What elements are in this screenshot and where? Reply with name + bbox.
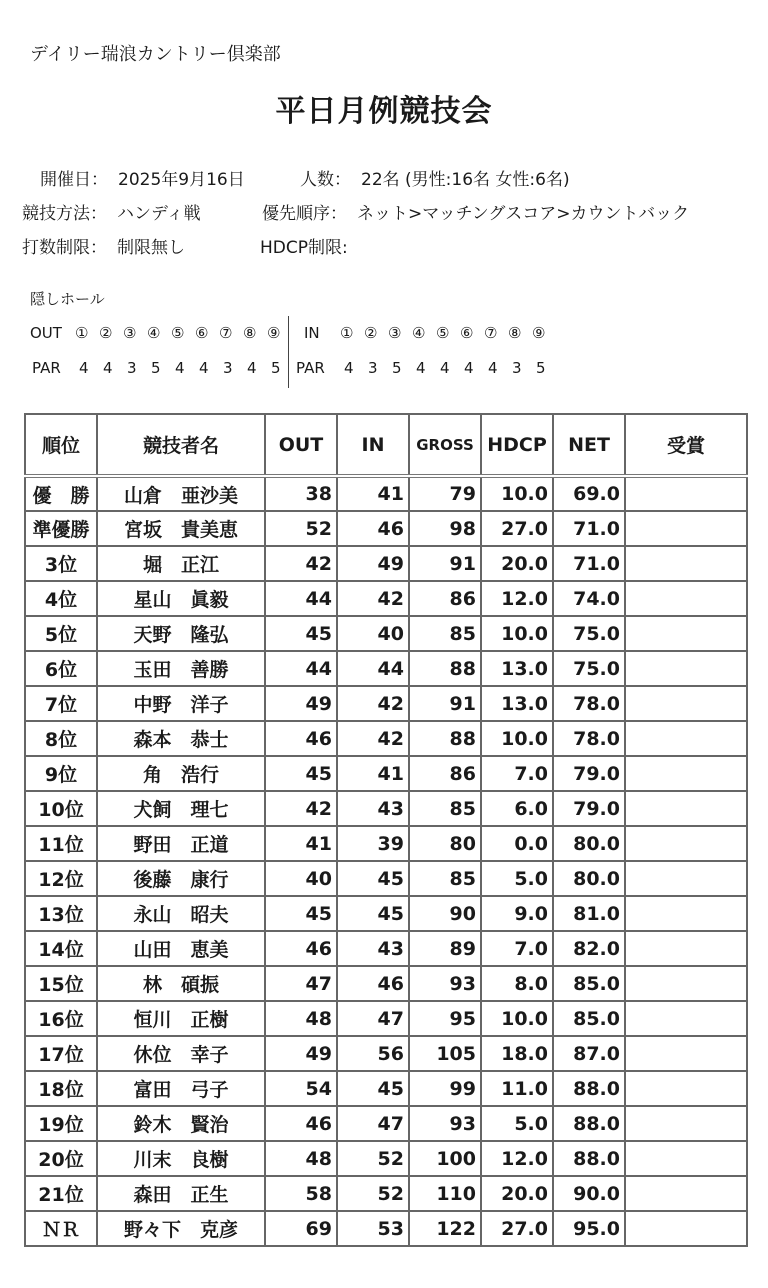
hdcp-cell: 12.0 xyxy=(481,1141,553,1176)
hdcp-cell: 7.0 xyxy=(481,931,553,966)
header-hdcp: HDCP xyxy=(481,414,553,476)
rank-cell: 20位 xyxy=(25,1141,97,1176)
in-hole-1: ① xyxy=(340,324,354,342)
net-cell: 78.0 xyxy=(553,721,625,756)
award-cell xyxy=(625,1001,747,1036)
rank-cell: 準優勝 xyxy=(25,511,97,546)
header-in: IN xyxy=(337,414,409,476)
rank-cell: 9位 xyxy=(25,756,97,791)
gross-cell: 90 xyxy=(409,896,481,931)
table-row xyxy=(25,581,747,616)
rank-cell: ＮＲ xyxy=(25,1211,97,1246)
in-cell: 43 xyxy=(337,791,409,826)
hdcp-cell: 10.0 xyxy=(481,721,553,756)
out-label: OUT xyxy=(30,324,62,342)
in-hole-8: ⑧ xyxy=(508,324,522,342)
in-cell: 40 xyxy=(337,616,409,651)
table-header-row xyxy=(25,414,747,476)
name-cell: 野田 正道 xyxy=(97,826,265,861)
gross-cell: 85 xyxy=(409,861,481,896)
in-hole-7: ⑦ xyxy=(484,324,498,342)
rank-cell: 4位 xyxy=(25,581,97,616)
in-cell: 42 xyxy=(337,581,409,616)
table-row xyxy=(25,1106,747,1141)
gross-cell: 85 xyxy=(409,791,481,826)
hdcp-cell: 10.0 xyxy=(481,1001,553,1036)
out-cell: 42 xyxy=(265,546,337,581)
table-row xyxy=(25,1036,747,1071)
par-label-in: PAR xyxy=(296,359,325,377)
hdcp-cell: 6.0 xyxy=(481,791,553,826)
table-row xyxy=(25,511,747,546)
out-hole-4: ④ xyxy=(147,324,161,342)
rank-cell: 8位 xyxy=(25,721,97,756)
gross-cell: 91 xyxy=(409,686,481,721)
rank-cell: 12位 xyxy=(25,861,97,896)
award-cell xyxy=(625,1176,747,1211)
table-row xyxy=(25,966,747,1001)
gross-cell: 89 xyxy=(409,931,481,966)
net-cell: 79.0 xyxy=(553,791,625,826)
name-cell: 犬飼 理七 xyxy=(97,791,265,826)
award-cell xyxy=(625,476,747,511)
gross-cell: 85 xyxy=(409,616,481,651)
name-cell: 中野 洋子 xyxy=(97,686,265,721)
table-row xyxy=(25,686,747,721)
award-cell xyxy=(625,1211,747,1246)
info-count xyxy=(300,165,570,190)
gross-cell: 88 xyxy=(409,651,481,686)
gross-cell: 100 xyxy=(409,1141,481,1176)
net-cell: 87.0 xyxy=(553,1036,625,1071)
method-value: ハンディ戦 xyxy=(117,204,201,224)
out-cell: 58 xyxy=(265,1176,337,1211)
gross-cell: 110 xyxy=(409,1176,481,1211)
gross-cell: 105 xyxy=(409,1036,481,1071)
in-cell: 42 xyxy=(337,721,409,756)
name-cell: 堀 正江 xyxy=(97,546,265,581)
hdcp-cell: 7.0 xyxy=(481,756,553,791)
out-par-9: 5 xyxy=(271,359,281,377)
out-par-7: 3 xyxy=(223,359,233,377)
name-cell: 角 浩行 xyxy=(97,756,265,791)
out-hole-7: ⑦ xyxy=(219,324,233,342)
name-cell: 休位 幸子 xyxy=(97,1036,265,1071)
hdcp-cell: 11.0 xyxy=(481,1071,553,1106)
gross-cell: 79 xyxy=(409,476,481,511)
in-par-5: 4 xyxy=(440,359,450,377)
award-cell xyxy=(625,581,747,616)
net-cell: 85.0 xyxy=(553,966,625,1001)
table-row xyxy=(25,1001,747,1036)
rank-cell: 19位 xyxy=(25,1106,97,1141)
net-cell: 88.0 xyxy=(553,1071,625,1106)
name-cell: 玉田 善勝 xyxy=(97,651,265,686)
net-cell: 80.0 xyxy=(553,826,625,861)
net-cell: 81.0 xyxy=(553,896,625,931)
rank-cell: 17位 xyxy=(25,1036,97,1071)
out-par-1: 4 xyxy=(79,359,89,377)
in-cell: 52 xyxy=(337,1176,409,1211)
header-award: 受賞 xyxy=(625,414,747,476)
gross-cell: 86 xyxy=(409,756,481,791)
out-par-8: 4 xyxy=(247,359,257,377)
name-cell: 川末 良樹 xyxy=(97,1141,265,1176)
method-label: 競技方法： xyxy=(22,204,107,224)
page-title: 平日月例競技会 xyxy=(275,94,493,129)
hidden-holes-title: 隠しホール xyxy=(30,290,105,308)
out-hole-5: ⑤ xyxy=(171,324,185,342)
header-out: OUT xyxy=(265,414,337,476)
out-cell: 38 xyxy=(265,476,337,511)
in-cell: 56 xyxy=(337,1036,409,1071)
award-cell xyxy=(625,931,747,966)
rank-cell: 優 勝 xyxy=(25,476,97,511)
hdcp-cell: 27.0 xyxy=(481,1211,553,1246)
in-hole-2: ② xyxy=(364,324,378,342)
name-cell: 恒川 正樹 xyxy=(97,1001,265,1036)
info-priority xyxy=(262,199,689,224)
net-cell: 69.0 xyxy=(553,476,625,511)
hdcp-cell: 5.0 xyxy=(481,861,553,896)
net-cell: 71.0 xyxy=(553,511,625,546)
par-row xyxy=(0,355,768,381)
rank-cell: 7位 xyxy=(25,686,97,721)
award-cell xyxy=(625,1071,747,1106)
in-par-4: 4 xyxy=(416,359,426,377)
in-par-1: 4 xyxy=(344,359,354,377)
out-cell: 48 xyxy=(265,1141,337,1176)
award-cell xyxy=(625,896,747,931)
results-table xyxy=(24,413,748,1247)
info-date xyxy=(40,165,245,190)
name-cell: 後藤 康行 xyxy=(97,861,265,896)
net-cell: 88.0 xyxy=(553,1106,625,1141)
table-row xyxy=(25,651,747,686)
rank-cell: 15位 xyxy=(25,966,97,1001)
in-par-3: 5 xyxy=(392,359,402,377)
in-par-6: 4 xyxy=(464,359,474,377)
out-par-5: 4 xyxy=(175,359,185,377)
award-cell xyxy=(625,651,747,686)
net-cell: 78.0 xyxy=(553,686,625,721)
in-par-8: 3 xyxy=(512,359,522,377)
out-cell: 46 xyxy=(265,931,337,966)
count-label: 人数： xyxy=(300,170,351,190)
out-par-2: 4 xyxy=(103,359,113,377)
gross-cell: 86 xyxy=(409,581,481,616)
in-cell: 45 xyxy=(337,1071,409,1106)
hdcp-cell: 18.0 xyxy=(481,1036,553,1071)
net-cell: 95.0 xyxy=(553,1211,625,1246)
table-row xyxy=(25,1071,747,1106)
award-cell xyxy=(625,546,747,581)
rank-cell: 6位 xyxy=(25,651,97,686)
hdcp-cell: 8.0 xyxy=(481,966,553,1001)
hdcp-cell: 0.0 xyxy=(481,826,553,861)
out-hole-1: ① xyxy=(75,324,89,342)
table-row xyxy=(25,861,747,896)
name-cell: 山倉 亜沙美 xyxy=(97,476,265,511)
hdcp-cell: 10.0 xyxy=(481,476,553,511)
out-hole-2: ② xyxy=(99,324,113,342)
rank-cell: 10位 xyxy=(25,791,97,826)
in-cell: 46 xyxy=(337,966,409,1001)
count-value: 22名 (男性:16名 女性:6名) xyxy=(361,170,570,190)
table-row xyxy=(25,1176,747,1211)
priority-value: ネット>マッチングスコア>カウントバック xyxy=(357,204,690,224)
award-cell xyxy=(625,826,747,861)
in-hole-6: ⑥ xyxy=(460,324,474,342)
limit-value: 制限無し xyxy=(117,238,185,258)
rank-cell: 11位 xyxy=(25,826,97,861)
in-cell: 52 xyxy=(337,1141,409,1176)
hidden-holes-row xyxy=(0,320,768,346)
rank-cell: 3位 xyxy=(25,546,97,581)
info-limit xyxy=(22,233,185,258)
rank-cell: 14位 xyxy=(25,931,97,966)
priority-label: 優先順序： xyxy=(262,204,347,224)
in-cell: 44 xyxy=(337,651,409,686)
in-cell: 46 xyxy=(337,511,409,546)
out-cell: 46 xyxy=(265,1106,337,1141)
in-cell: 45 xyxy=(337,861,409,896)
award-cell xyxy=(625,511,747,546)
gross-cell: 122 xyxy=(409,1211,481,1246)
out-hole-6: ⑥ xyxy=(195,324,209,342)
out-cell: 69 xyxy=(265,1211,337,1246)
out-hole-9: ⑨ xyxy=(267,324,281,342)
name-cell: 宮坂 貴美恵 xyxy=(97,511,265,546)
out-cell: 41 xyxy=(265,826,337,861)
hdcp-cell: 20.0 xyxy=(481,546,553,581)
in-par-2: 3 xyxy=(368,359,378,377)
table-row xyxy=(25,896,747,931)
net-cell: 71.0 xyxy=(553,546,625,581)
rank-cell: 16位 xyxy=(25,1001,97,1036)
name-cell: 野々下 克彦 xyxy=(97,1211,265,1246)
header-name: 競技者名 xyxy=(97,414,265,476)
hdcp-cell: 10.0 xyxy=(481,616,553,651)
date-label: 開催日： xyxy=(40,170,108,190)
hdcp-cell: 20.0 xyxy=(481,1176,553,1211)
table-row xyxy=(25,756,747,791)
award-cell xyxy=(625,686,747,721)
gross-cell: 93 xyxy=(409,966,481,1001)
hdcp-cell: 9.0 xyxy=(481,896,553,931)
header-rank: 順位 xyxy=(25,414,97,476)
in-cell: 39 xyxy=(337,826,409,861)
out-par-4: 5 xyxy=(151,359,161,377)
in-hole-3: ③ xyxy=(388,324,402,342)
rank-cell: 13位 xyxy=(25,896,97,931)
out-cell: 42 xyxy=(265,791,337,826)
header-net: NET xyxy=(553,414,625,476)
award-cell xyxy=(625,756,747,791)
in-hole-4: ④ xyxy=(412,324,426,342)
net-cell: 90.0 xyxy=(553,1176,625,1211)
table-row xyxy=(25,616,747,651)
net-cell: 85.0 xyxy=(553,1001,625,1036)
header-gross: GROSS xyxy=(409,414,481,476)
award-cell xyxy=(625,1106,747,1141)
hdcp-cell: 27.0 xyxy=(481,511,553,546)
hole-divider xyxy=(288,316,289,388)
hdcp-cell: 5.0 xyxy=(481,1106,553,1141)
in-par-9: 5 xyxy=(536,359,546,377)
name-cell: 森田 正生 xyxy=(97,1176,265,1211)
hdcp-limit-label: HDCP制限: xyxy=(260,238,348,258)
table-row xyxy=(25,931,747,966)
out-cell: 49 xyxy=(265,1036,337,1071)
out-par-6: 4 xyxy=(199,359,209,377)
name-cell: 鈴木 賢治 xyxy=(97,1106,265,1141)
in-hole-9: ⑨ xyxy=(532,324,546,342)
award-cell xyxy=(625,721,747,756)
net-cell: 88.0 xyxy=(553,1141,625,1176)
gross-cell: 80 xyxy=(409,826,481,861)
hdcp-cell: 13.0 xyxy=(481,651,553,686)
out-cell: 54 xyxy=(265,1071,337,1106)
name-cell: 山田 恵美 xyxy=(97,931,265,966)
out-hole-3: ③ xyxy=(123,324,137,342)
net-cell: 74.0 xyxy=(553,581,625,616)
out-cell: 45 xyxy=(265,756,337,791)
award-cell xyxy=(625,1036,747,1071)
out-cell: 44 xyxy=(265,581,337,616)
in-cell: 42 xyxy=(337,686,409,721)
par-label-out: PAR xyxy=(32,359,61,377)
net-cell: 80.0 xyxy=(553,861,625,896)
table-row xyxy=(25,546,747,581)
out-cell: 48 xyxy=(265,1001,337,1036)
name-cell: 天野 隆弘 xyxy=(97,616,265,651)
out-cell: 45 xyxy=(265,896,337,931)
name-cell: 森本 恭士 xyxy=(97,721,265,756)
in-label: IN xyxy=(304,324,320,342)
info-method xyxy=(22,199,201,224)
out-cell: 47 xyxy=(265,966,337,1001)
name-cell: 永山 昭夫 xyxy=(97,896,265,931)
out-hole-8: ⑧ xyxy=(243,324,257,342)
out-cell: 45 xyxy=(265,616,337,651)
gross-cell: 93 xyxy=(409,1106,481,1141)
limit-label: 打数制限： xyxy=(22,238,107,258)
table-row xyxy=(25,476,747,511)
in-cell: 41 xyxy=(337,756,409,791)
net-cell: 75.0 xyxy=(553,616,625,651)
out-cell: 46 xyxy=(265,721,337,756)
out-cell: 44 xyxy=(265,651,337,686)
gross-cell: 95 xyxy=(409,1001,481,1036)
net-cell: 79.0 xyxy=(553,756,625,791)
in-par-7: 4 xyxy=(488,359,498,377)
in-hole-5: ⑤ xyxy=(436,324,450,342)
info-hdcp xyxy=(260,233,348,258)
award-cell xyxy=(625,966,747,1001)
in-cell: 47 xyxy=(337,1001,409,1036)
out-cell: 40 xyxy=(265,861,337,896)
rank-cell: 21位 xyxy=(25,1176,97,1211)
rank-cell: 18位 xyxy=(25,1071,97,1106)
out-par-3: 3 xyxy=(127,359,137,377)
in-cell: 45 xyxy=(337,896,409,931)
in-cell: 43 xyxy=(337,931,409,966)
award-cell xyxy=(625,1141,747,1176)
in-cell: 53 xyxy=(337,1211,409,1246)
table-row xyxy=(25,721,747,756)
name-cell: 富田 弓子 xyxy=(97,1071,265,1106)
table-row xyxy=(25,1141,747,1176)
gross-cell: 91 xyxy=(409,546,481,581)
name-cell: 星山 眞毅 xyxy=(97,581,265,616)
award-cell xyxy=(625,616,747,651)
club-name: デイリー瑞浪カントリー倶楽部 xyxy=(30,44,281,65)
rank-cell: 5位 xyxy=(25,616,97,651)
gross-cell: 88 xyxy=(409,721,481,756)
hdcp-cell: 13.0 xyxy=(481,686,553,721)
table-row xyxy=(25,1211,747,1246)
in-cell: 41 xyxy=(337,476,409,511)
name-cell: 林 碩振 xyxy=(97,966,265,1001)
award-cell xyxy=(625,791,747,826)
table-row xyxy=(25,791,747,826)
hdcp-cell: 12.0 xyxy=(481,581,553,616)
net-cell: 82.0 xyxy=(553,931,625,966)
gross-cell: 99 xyxy=(409,1071,481,1106)
in-cell: 49 xyxy=(337,546,409,581)
out-cell: 49 xyxy=(265,686,337,721)
out-cell: 52 xyxy=(265,511,337,546)
gross-cell: 98 xyxy=(409,511,481,546)
table-row xyxy=(25,826,747,861)
net-cell: 75.0 xyxy=(553,651,625,686)
date-value: 2025年9月16日 xyxy=(118,170,245,190)
award-cell xyxy=(625,861,747,896)
in-cell: 47 xyxy=(337,1106,409,1141)
